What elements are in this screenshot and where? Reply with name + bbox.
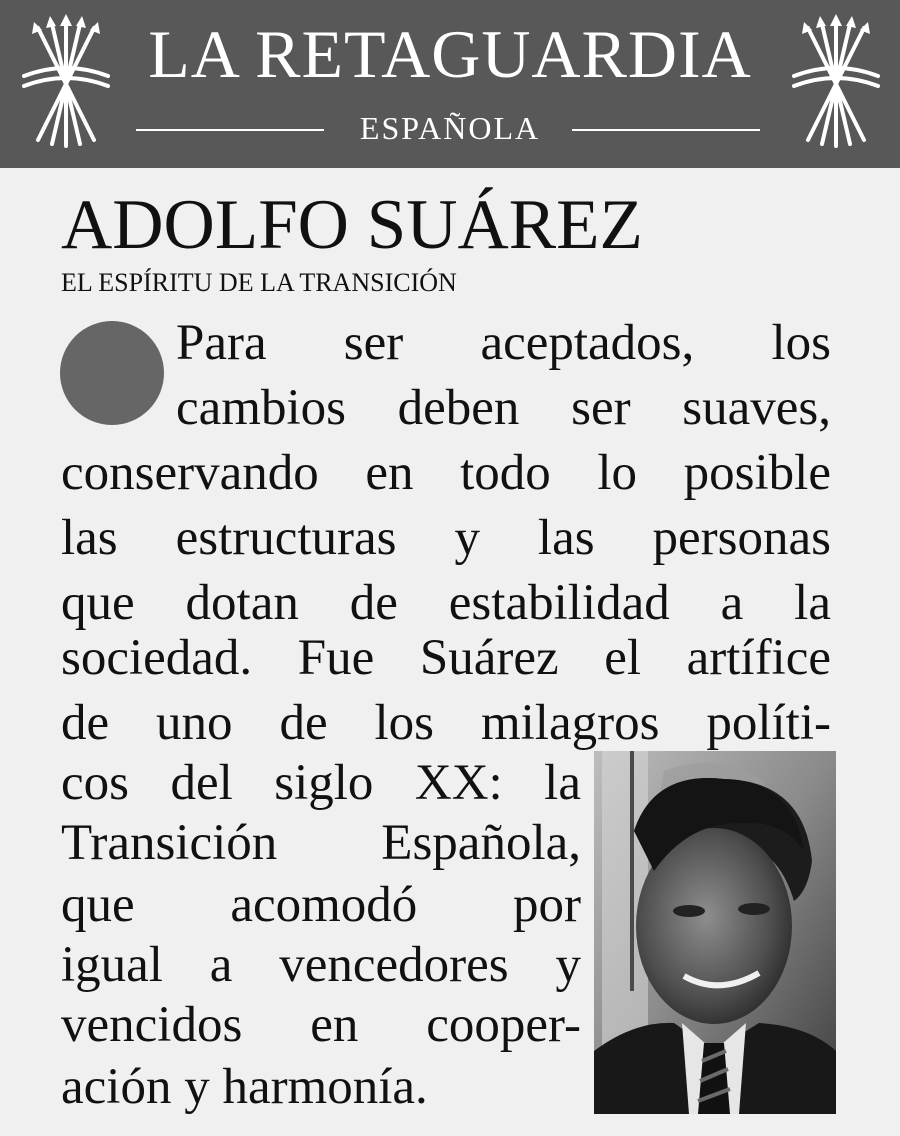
body-line: igual a vencedores y [61, 937, 581, 993]
masthead-subtitle: ESPAÑOLA [359, 110, 541, 146]
article-kicker: EL ESPÍRITU DE LA TRANSICIÓN [61, 268, 457, 297]
body-line: Transición Española, [61, 815, 581, 871]
body-line: conservando en todo lo posible [61, 445, 831, 501]
body-line: vencidos en cooper- [61, 997, 581, 1053]
portrait-photo [594, 751, 836, 1114]
body-line: sociedad. Fue Suárez el artífice [61, 630, 831, 686]
body-line: que dotan de estabilidad a la [61, 575, 831, 631]
article-headline: ADOLFO SUÁREZ [61, 186, 643, 264]
drop-bullet [60, 321, 164, 425]
body-line: ación y harmonía. [61, 1059, 428, 1115]
body-line: cos del siglo XX: la [61, 755, 581, 811]
body-line: las estructuras y las personas [61, 510, 831, 566]
masthead-rule-right [572, 129, 760, 131]
body-line: de uno de los milagros políti- [61, 695, 831, 751]
body-line: que acomodó por [61, 877, 581, 933]
yoke-and-arrows-icon [786, 14, 886, 154]
body-line: Para ser aceptados, los [176, 315, 831, 371]
masthead [0, 0, 900, 168]
body-line: cambios deben ser suaves, [176, 380, 831, 436]
masthead-title: LA RETAGUARDIA [148, 16, 752, 92]
